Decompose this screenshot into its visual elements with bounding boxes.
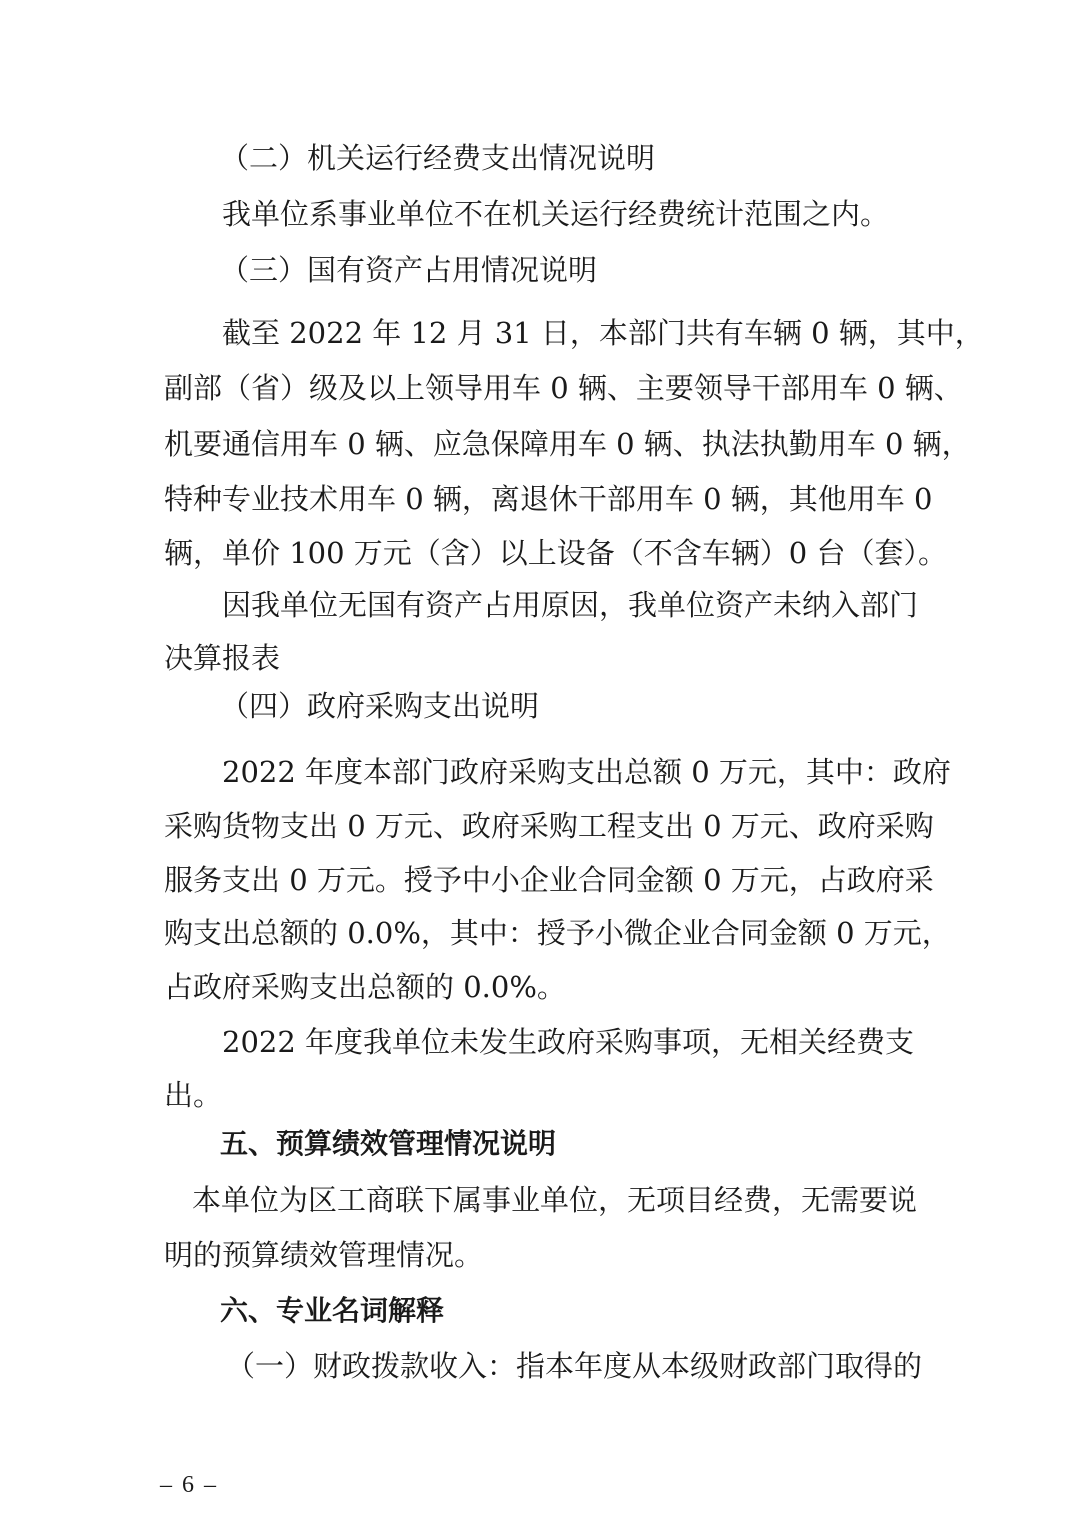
section-3-paragraph-1-line: 特种专业技术用车 0 辆，离退休干部用车 0 辆，其他用车 0 <box>164 482 933 516</box>
section-4-paragraph-1-line: 2022 年度本部门政府采购支出总额 0 万元，其中：政府 <box>222 755 951 789</box>
section-3-paragraph-1-line: 副部（省）级及以上领导用车 0 辆、主要领导干部用车 0 辆、 <box>164 371 963 405</box>
section-5-paragraph-line: 明的预算绩效管理情况。 <box>164 1238 484 1272</box>
section-5-paragraph-line: 本单位为区工商联下属事业单位，无项目经费，无需要说 <box>192 1183 918 1217</box>
section-2-text: 我单位系事业单位不在机关运行经费统计范围之内。 <box>222 197 890 231</box>
section-4-paragraph-1-line: 购支出总额的 0.0%，其中：授予小微企业合同金额 0 万元， <box>164 916 951 950</box>
section-4-paragraph-1-line: 服务支出 0 万元。授予中小企业合同金额 0 万元，占政府采 <box>164 863 934 897</box>
section-4-paragraph-2-line: 出。 <box>164 1078 223 1112</box>
section-3-paragraph-1-line: 机要通信用车 0 辆、应急保障用车 0 辆、执法执勤用车 0 辆， <box>164 427 971 461</box>
section-4-heading: （四）政府采购支出说明 <box>220 689 540 723</box>
section-6-paragraph-line: （一）财政拨款收入：指本年度从本级财政部门取得的 <box>226 1349 923 1383</box>
section-3-paragraph-1-line: 辆，单价 100 万元（含）以上设备（不含车辆）0 台（套）。 <box>164 536 947 570</box>
section-3-paragraph-2-line: 因我单位无国有资产占用原因，我单位资产未纳入部门 <box>222 588 919 622</box>
section-6-heading: 六、专业名词解释 <box>220 1294 445 1327</box>
section-5-heading: 五、预算绩效管理情况说明 <box>220 1127 557 1160</box>
section-2-heading: （二）机关运行经费支出情况说明 <box>220 141 656 175</box>
section-3-paragraph-1-line: 截至 2022 年 12 月 31 日，本部门共有车辆 0 辆，其中， <box>222 316 984 350</box>
section-3-heading: （三）国有资产占用情况说明 <box>220 253 598 287</box>
page-number: – 6 – <box>160 1472 218 1498</box>
section-4-paragraph-1-line: 采购货物支出 0 万元、政府采购工程支出 0 万元、政府采购 <box>164 809 934 843</box>
section-4-paragraph-2-line: 2022 年度我单位未发生政府采购事项，无相关经费支 <box>222 1025 915 1059</box>
section-3-paragraph-2-line: 决算报表 <box>164 641 281 675</box>
section-4-paragraph-1-line: 占政府采购支出总额的 0.0%。 <box>164 970 566 1004</box>
